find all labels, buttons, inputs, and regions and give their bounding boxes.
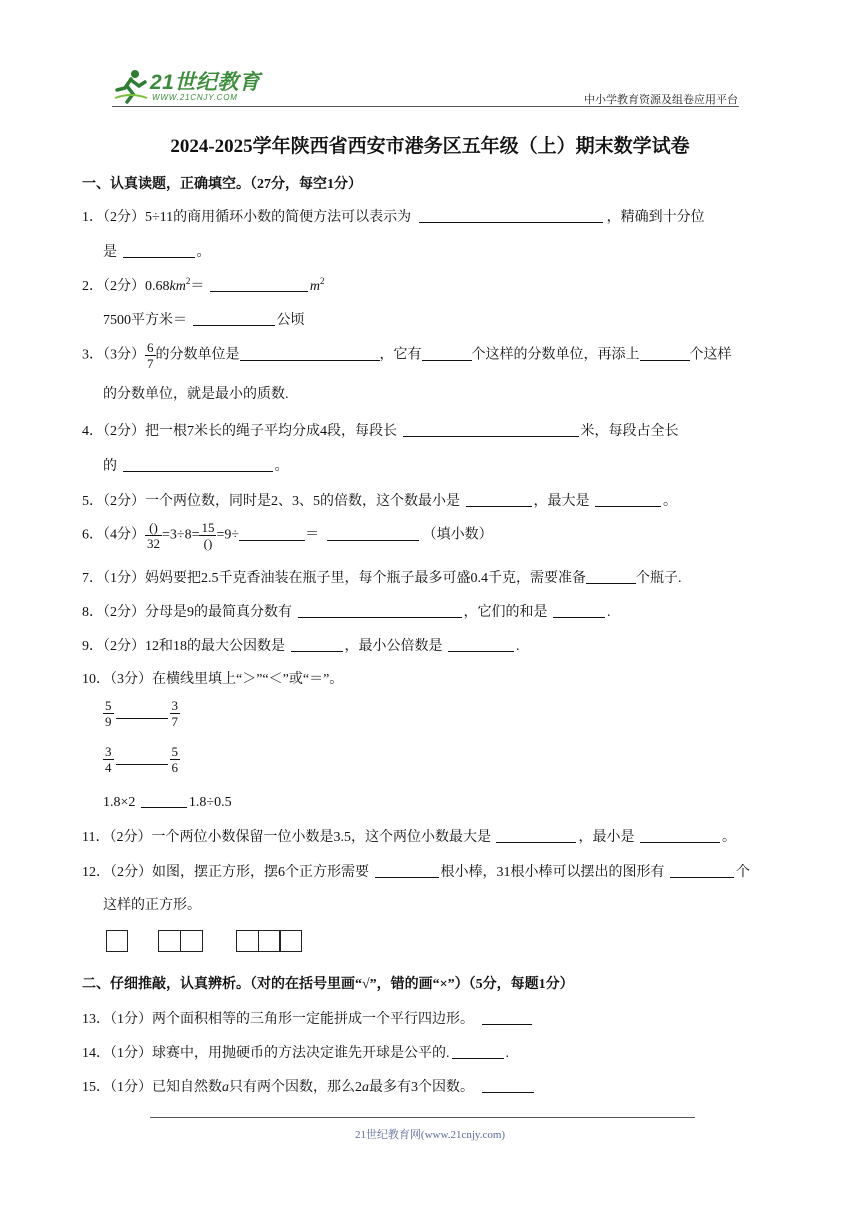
answer-blank[interactable] [496,828,576,843]
question-1-cont: 是 。 [103,245,211,260]
answer-blank[interactable] [240,346,380,361]
answer-blank[interactable] [239,526,305,541]
answer-blank[interactable] [586,569,636,584]
answer-blank[interactable] [595,492,661,507]
platform-label: 中小学教育资源及组卷应用平台 [584,94,738,106]
question-7: 7．（1分）妈妈要把2.5千克香油装在瓶子里，每个瓶子最多可盛0.4千克，需要准备 个瓶子. [82,571,682,586]
answer-blank[interactable] [482,1010,532,1025]
answer-blank[interactable] [403,422,579,437]
answer-blank[interactable] [452,1044,504,1059]
question-2-cont: 7500平方米＝ 公顷 [103,313,305,328]
compare-row-1: $\frac{5}{9}$ $\frac{3}{7}$ [105,698,178,729]
header-divider [112,106,739,107]
square-shape [158,930,181,952]
answer-blank[interactable] [210,277,308,292]
section-2-heading: 二、仔细推敲，认真辨析。（对的在括号里画“√”，错的画“×”）（5分，每题1分） [82,977,574,992]
square-shape [258,930,281,952]
question-3-cont: 的分数单位，就是最小的质数. [103,387,289,402]
question-8: 8．（2分）分母是9的最简真分数有 ，它们的和是 . [82,605,611,620]
square-shape [106,930,128,952]
answer-blank[interactable] [448,637,514,652]
answer-blank[interactable] [419,208,603,223]
footer-text: 21世纪教育网(www.21cnjy.com) [354,1129,506,1141]
question-14: 14．（1分）球赛中，用抛硬币的方法决定谁先开球是公平的. . [82,1046,509,1061]
answer-blank[interactable] [422,346,472,361]
question-12-cont: 这样的正方形。 [103,898,201,913]
fraction: $\frac{15}{()}$ [201,520,215,551]
question-1: 1．（2分）5÷11的商用循环小数的简便方法可以表示为 ，精确到十分位 [82,210,705,225]
question-5: 5．（2分）一个两位数，同时是2、3、5的倍数，这个数最小是 ，最大是 。 [82,494,677,509]
answer-blank[interactable] [670,863,734,878]
answer-blank[interactable] [327,526,419,541]
answer-blank[interactable] [640,346,690,361]
page-title: 2024-2025学年陕西省西安市港务区五年级（上）期末数学试卷 [170,136,690,157]
runner-icon [113,68,149,104]
answer-blank[interactable] [193,311,275,326]
question-10: 10．（3分）在横线里填上“＞”“＜”或“＝”。 [82,672,344,687]
answer-blank[interactable] [116,704,168,719]
question-4-cont: 的 。 [103,459,289,474]
square-shape [180,930,203,952]
question-3: 3．（3分） $\frac{6}{7}$ 的分数单位是 ，它有 个这样的分数单位，再添上 个这样 [82,340,732,371]
question-11: 11．（2分）一个两位小数保留一位小数是3.5，这个两位小数最大是 ，最小是 。 [82,830,736,845]
footer-divider [150,1117,695,1118]
answer-blank[interactable] [640,828,720,843]
answer-blank[interactable] [375,863,439,878]
question-2: 2．（2分）$0.68km^2= m^2$ [82,276,325,294]
compare-row-3: 1.8×2 1.8÷0.5 [103,795,232,810]
question-4: 4．（2分）把一根7米长的绳子平均分成4段，每段长 米，每段占全长 [82,424,679,439]
square-shape [279,930,302,952]
answer-blank[interactable] [116,750,168,765]
question-13: 13．（1分）两个面积相等的三角形一定能拼成一个平行四边形。 [82,1008,536,1028]
fraction: $\frac{()}{32}$ [147,520,160,551]
logo-text: 21世纪教育 [150,71,261,94]
question-12: 12．（2分）如图，摆正方形，摆6个正方形需要 根小棒，31根小棒可以摆出的图形有 个 [82,865,750,880]
fraction: $\frac{6}{7}$ [147,340,154,371]
question-9: 9．（2分）12和18的最大公因数是 ，最小公倍数是 . [82,639,520,654]
question-6: 6．（4分） $\frac{()}{32}$ =3÷8= $\frac{15}{()}$ =9÷ ＝ （填小数） [82,520,493,551]
answer-blank[interactable] [553,603,605,618]
answer-blank[interactable] [298,603,462,618]
square-shape [236,930,259,952]
section-1-heading: 一、认真读题，正确填空。（27分，每空1分） [82,177,362,192]
answer-blank[interactable] [466,492,532,507]
answer-blank[interactable] [291,637,343,652]
compare-row-2: $\frac{3}{4}$ $\frac{5}{6}$ [105,744,178,775]
answer-blank[interactable] [123,243,195,258]
answer-blank[interactable] [482,1078,534,1093]
answer-blank[interactable] [123,457,273,472]
logo-url: WWW.21CNJY.COM [152,93,238,102]
answer-blank[interactable] [141,793,187,808]
question-15: 15．（1分）已知自然数a只有两个因数，那么2a最多有3个因数。 [82,1076,538,1096]
